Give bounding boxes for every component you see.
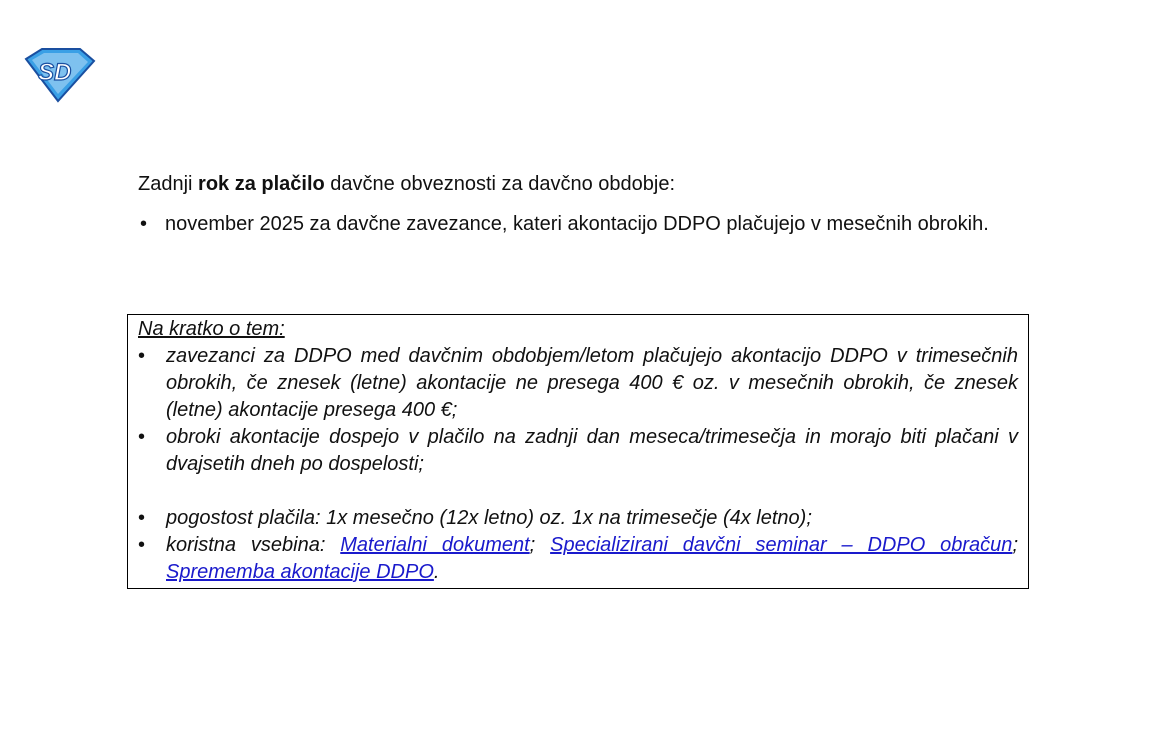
link-material-document[interactable]: Materialni dokument	[340, 534, 530, 556]
intro-section	[138, 164, 1020, 244]
bullet-icon: •	[140, 213, 148, 235]
intro-list	[138, 204, 1020, 244]
company-logo	[22, 47, 96, 103]
intro-heading: Zadnji rok za plačilo davčne obveznosti za davčno obdobje:	[138, 173, 675, 195]
summary-list	[138, 343, 1018, 586]
list-item: • zavezanci za DDPO med davčnim obdobjem/letom plačujejo akontacijo DDPO v trimesečnih obrokih, če znesek (letne) akontacije ne presega 400 € oz. v mesečnih obrokih, če znesek (letne) akontacije presega 400 €;	[138, 345, 1018, 421]
link-ddpo-advance-change[interactable]: Sprememba akontacije DDPO	[166, 561, 434, 583]
list-item: • pogostost plačila: 1x mesečno (12x letno) oz. 1x na trimesečje (4x letno);	[138, 505, 1018, 532]
bullet-icon: •	[138, 534, 146, 556]
summary-box	[127, 314, 1029, 589]
list-item: • obroki akontacije dospejo v plačilo na zadnji dan meseca/trimesečja in morajo biti plačani v dvajsetih dneh po dospelosti;	[138, 426, 1018, 475]
list-item-useful-content: • koristna vsebina: Materialni dokument; Specializirani davčni seminar – DDPO obračun; Sprememba akontacije DDPO.	[138, 534, 1018, 583]
summary-title: Na kratko o tem:	[138, 318, 285, 340]
link-ddpo-seminar[interactable]: Specializirani davčni seminar – DDPO obračun	[550, 534, 1013, 556]
intro-bold: rok za plačilo	[198, 173, 325, 195]
bullet-icon: •	[138, 345, 146, 367]
list-item: • november 2025 za davčne zavezance, kateri akontacijo DDPO plačujejo v mesečnih obrokih.	[138, 204, 1020, 244]
svg-text:SD: SD	[38, 59, 72, 86]
bullet-icon: •	[138, 507, 146, 529]
bullet-icon: •	[138, 426, 146, 448]
